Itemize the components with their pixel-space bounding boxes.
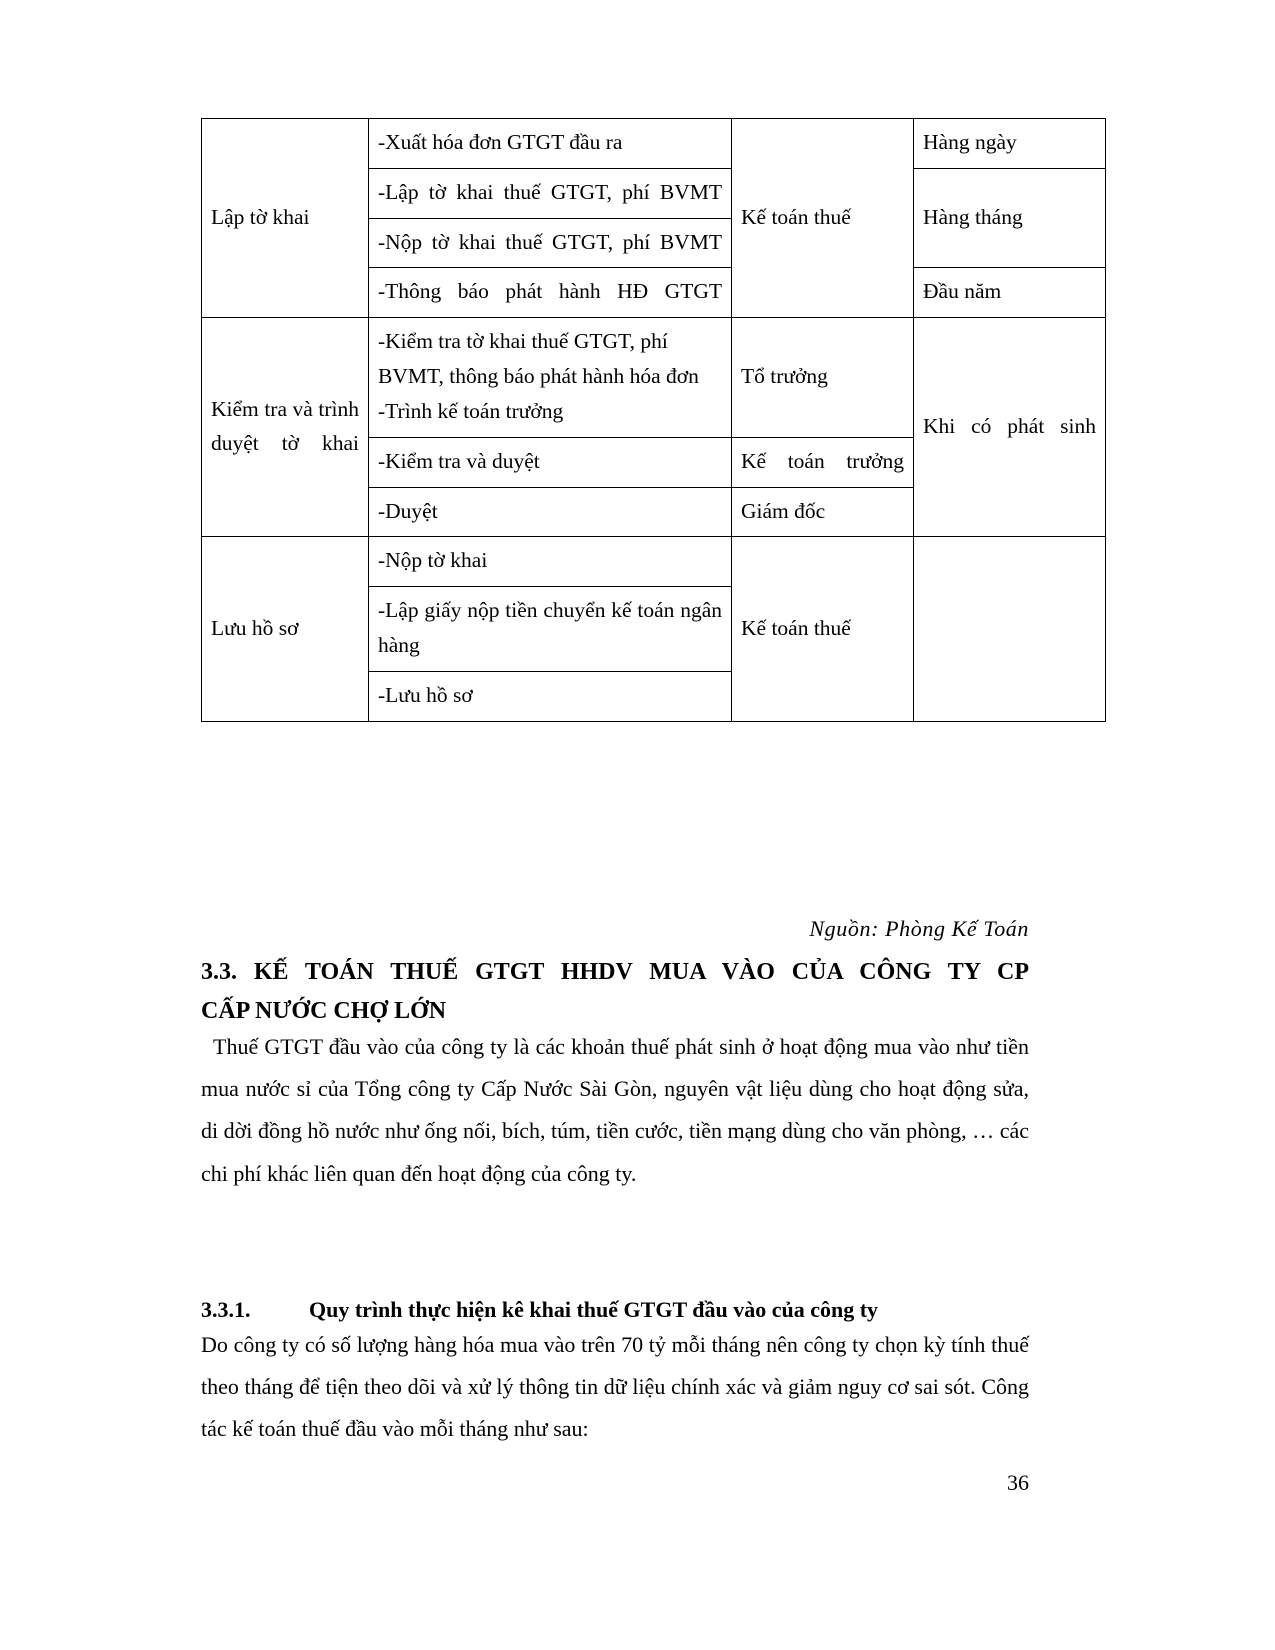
cell-step-luu-ho-so: Lưu hồ sơ [202, 537, 369, 721]
task-line-trinh-ke-toan-truong: -Trình kế toán trưởng [378, 398, 564, 423]
cell-task-lap-to-khai: -Lập tờ khai thuế GTGT, phí BVMT [369, 168, 732, 218]
cell-task-luu-ho-so: -Lưu hồ sơ [369, 671, 732, 721]
cell-responsible-to-truong: Tổ trưởng [732, 318, 914, 437]
section-heading-line-1: 3.3. KẾ TOÁN THUẾ GTGT HHDV MUA VÀO CỦA CÔNG TY CP [201, 959, 1029, 985]
cell-frequency-khi-co-phat-sinh: Khi có phát sinh [914, 318, 1106, 537]
cell-responsible-ke-toan-thue-1: Kế toán thuế [732, 119, 914, 318]
cell-frequency-hang-thang: Hàng tháng [914, 168, 1106, 268]
table-row [202, 537, 1106, 587]
cell-step-lap-to-khai: Lập tờ khai [202, 119, 369, 318]
cell-task-kiem-tra-va-duyet: -Kiểm tra và duyệt [369, 437, 732, 487]
cell-task-duyet: -Duyệt [369, 487, 732, 537]
subsection-number: 3.3.1. [201, 1297, 251, 1322]
cell-task-nop-to-khai-2: -Nộp tờ khai [369, 537, 732, 587]
task-line-kiem-tra: -Kiểm tra tờ khai thuế GTGT, phí BVMT, thông báo phát hành hóa đơn [378, 329, 699, 389]
cell-frequency-dau-nam: Đầu năm [914, 268, 1106, 318]
cell-frequency-empty [914, 537, 1106, 721]
page-number: 36 [1007, 1470, 1029, 1495]
cell-task-kiem-tra-to-khai [369, 318, 732, 437]
cell-frequency-hang-ngay: Hàng ngày [914, 119, 1106, 169]
table-row [202, 318, 1106, 437]
cell-task-nop-to-khai: -Nộp tờ khai thuế GTGT, phí BVMT [369, 218, 732, 268]
cell-task-xuat-hoa-don: -Xuất hóa đơn GTGT đầu ra [369, 119, 732, 169]
section-heading-line-2: CẤP NƯỚC CHỢ LỚN [201, 997, 447, 1024]
cell-responsible-ke-toan-thue-2: Kế toán thuế [732, 537, 914, 721]
cell-task-lap-giay-nop-tien: -Lập giấy nộp tiền chuyển kế toán ngân hàng [369, 587, 732, 672]
cell-step-kiem-tra-trinh-duyet: Kiểm tra và trình duyệt tờ khai [202, 318, 369, 537]
paragraph-input-vat-overview: Thuế GTGT đầu vào của công ty là các khoản thuế phát sinh ở hoạt động mua vào như tiền mua nước sỉ của Tổng công ty Cấp Nước Sài Gòn, nguyên vật liệu dùng cho hoạt động sửa, di dời đồng hồ nước như ống nối, bích, túm, tiền cước, tiền mạng dùng cho văn phòng, … các chi phí khác liên quan đến hoạt động của công ty. [201, 1034, 1029, 1186]
table-row [202, 119, 1106, 169]
table-source-caption: Nguồn: Phòng Kế Toán [809, 916, 1029, 941]
cell-task-thong-bao-phat-hanh: -Thông báo phát hành HĐ GTGT [369, 268, 732, 318]
cell-responsible-giam-doc: Giám đốc [732, 487, 914, 537]
paragraph-monthly-tax-period: Do công ty có số lượng hàng hóa mua vào trên 70 tỷ mỗi tháng nên công ty chọn kỳ tính thuế theo tháng để tiện theo dõi và xử lý thông tin dữ liệu chính xác và giảm nguy cơ sai sót. Công tác kế toán thuế đầu vào mỗi tháng như sau: [201, 1332, 1029, 1442]
cell-responsible-ke-toan-truong: Kế toán trưởng [732, 437, 914, 487]
subsection-title: Quy trình thực hiện kê khai thuế GTGT đầu vào của công ty [309, 1297, 879, 1322]
subsection-heading-3-3-1 [201, 1292, 1029, 1327]
tax-declaration-process-table [201, 118, 1106, 722]
section-heading-3-3 [201, 953, 1029, 1031]
